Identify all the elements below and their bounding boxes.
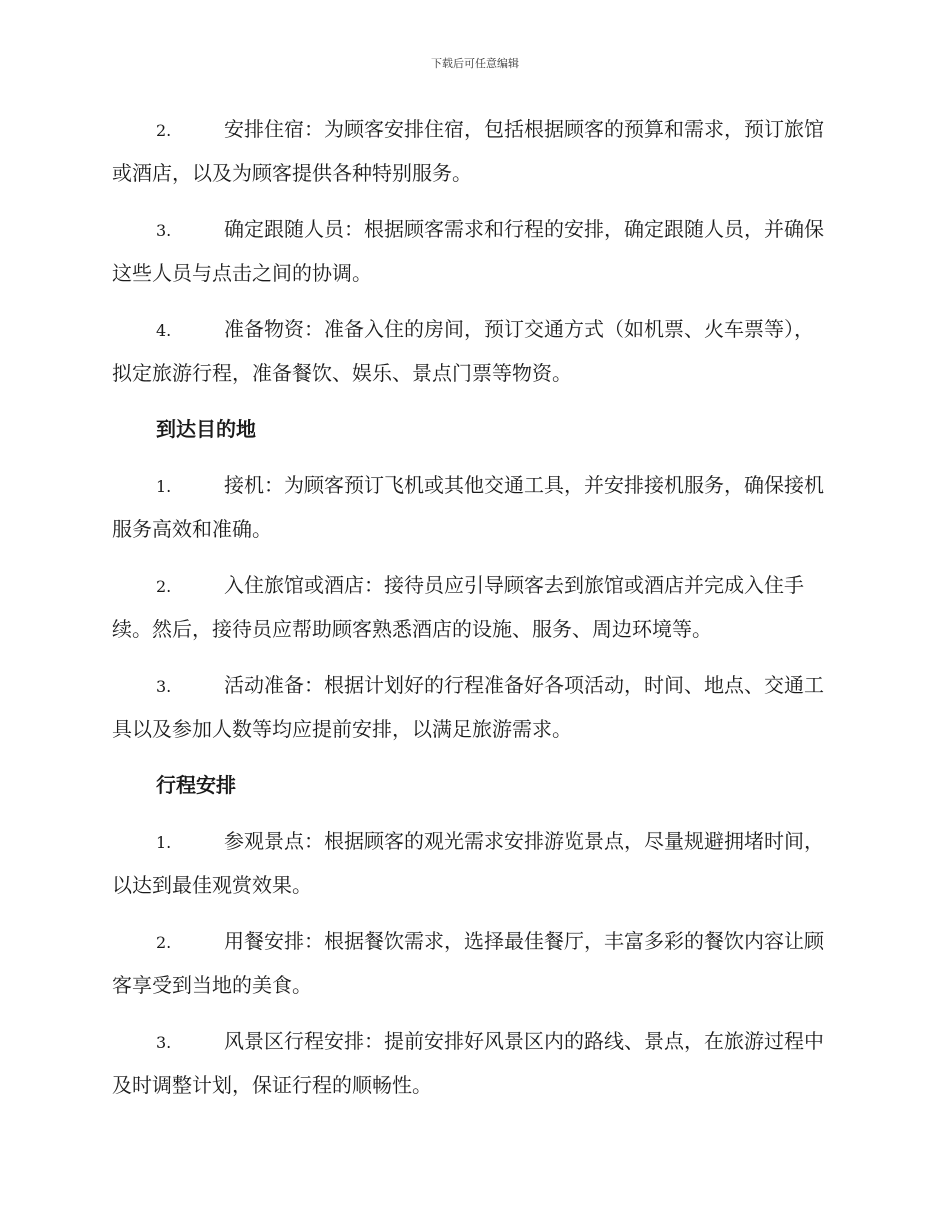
item-number: 4.	[156, 321, 172, 340]
item-text: 接机：为顾客预订飞机或其他交通工具，并安排接机服务，确保接机服务高效和准确。	[112, 473, 824, 541]
header-note: 下载后可任意编辑	[431, 57, 519, 70]
item-number: 3.	[156, 221, 172, 240]
list-item	[112, 664, 832, 750]
item-number: 3.	[156, 677, 172, 696]
item-text: 安排住宿：为顾客安排住宿，包括根据顾客的预算和需求，预订旅馆或酒店，以及为顾客提供各种特别服务。	[112, 117, 824, 185]
item-number: 2.	[156, 121, 172, 140]
item-text: 入住旅馆或酒店：接待员应引导顾客去到旅馆或酒店并完成入住手续。然后，接待员应帮助顾客熟悉酒店的设施、服务、周边环境等。	[112, 573, 804, 641]
list-item	[112, 920, 832, 1006]
list-item	[112, 108, 832, 194]
item-text: 准备物资：准备入住的房间，预订交通方式（如机票、火车票等），拟定旅游行程，准备餐饮、娱乐、景点门票等物资。	[112, 317, 814, 385]
list-item	[112, 820, 832, 906]
item-number: 1.	[156, 833, 172, 852]
item-number: 3.	[156, 1033, 172, 1052]
item-number: 2.	[156, 577, 172, 596]
item-number: 1.	[156, 477, 172, 496]
list-item	[112, 1020, 832, 1106]
document-body	[112, 108, 832, 1120]
list-item	[112, 464, 832, 550]
item-text: 活动准备：根据计划好的行程准备好各项活动，时间、地点、交通工具以及参加人数等均应提前安排，以满足旅游需求。	[112, 673, 824, 741]
item-text: 参观景点：根据顾客的观光需求安排游览景点，尽量规避拥堵时间，以达到最佳观赏效果。	[112, 829, 824, 897]
section-heading-itinerary: 行程安排	[156, 773, 236, 797]
item-text: 用餐安排：根据餐饮需求，选择最佳餐厅，丰富多彩的餐饮内容让顾客享受到当地的美食。	[112, 929, 824, 997]
item-text: 风景区行程安排：提前安排好风景区内的路线、景点，在旅游过程中及时调整计划，保证行程的顺畅性。	[112, 1029, 824, 1097]
list-item	[112, 208, 832, 294]
section-heading-arrival: 到达目的地	[156, 417, 256, 441]
list-item	[112, 308, 832, 394]
item-number: 2.	[156, 933, 172, 952]
list-item	[112, 564, 832, 650]
item-text: 确定跟随人员：根据顾客需求和行程的安排，确定跟随人员，并确保这些人员与点击之间的协调。	[112, 217, 824, 285]
